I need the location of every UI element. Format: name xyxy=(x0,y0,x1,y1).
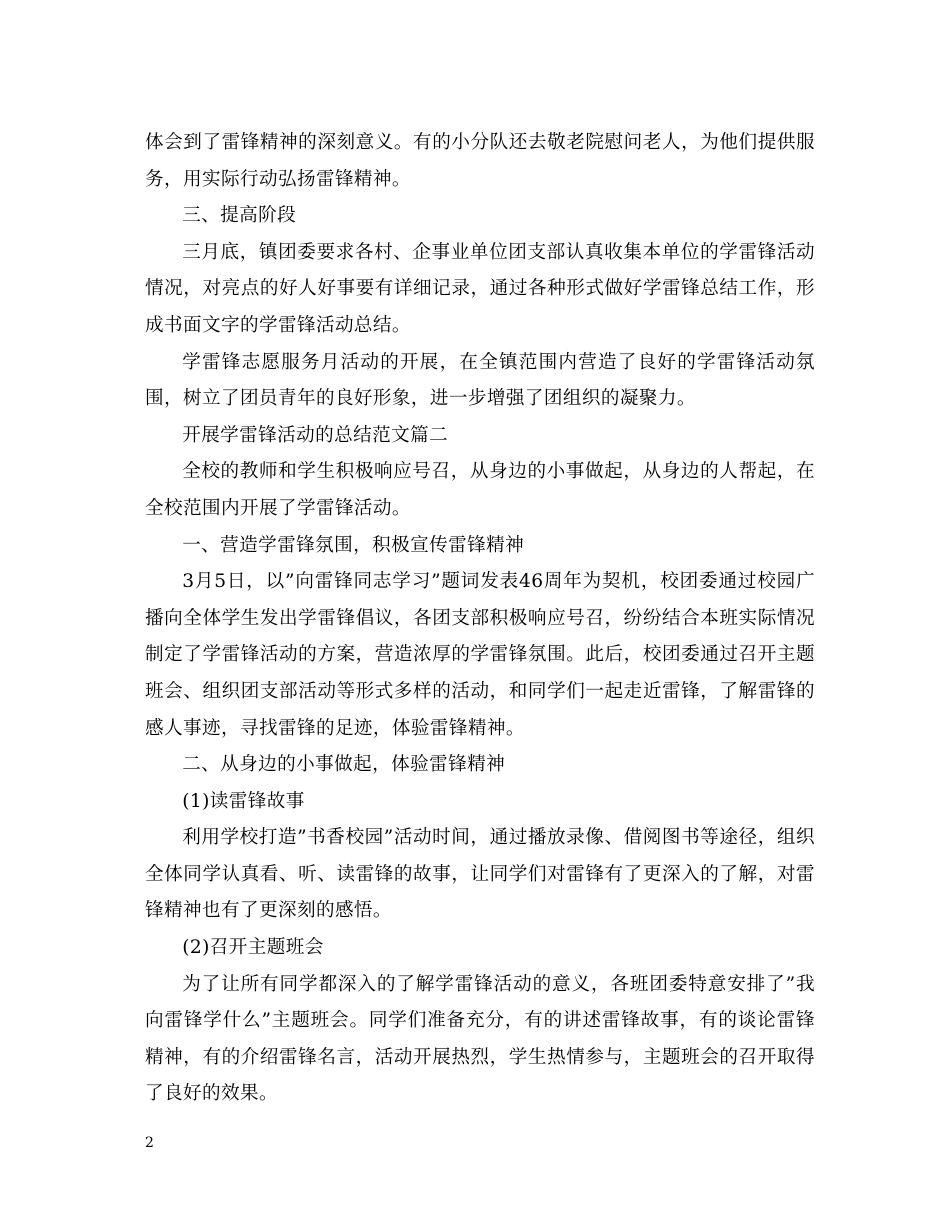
article-title: 开展学雷锋活动的总结范文篇二 xyxy=(182,424,449,446)
section-heading: 三、提高阶段 xyxy=(182,205,297,227)
paragraph: 全校的教师和学生积极响应号召，从身边的小事做起，从身边的人帮起，在全校范围内开展了学雷锋活动。 xyxy=(145,461,815,519)
section-heading: 一、营造学雷锋氛围，积极宣传雷锋精神 xyxy=(182,534,525,556)
paragraph: 体会到了雷锋精神的深刻意义。有的小分队还去敬老院慰问老人，为他们提供服务，用实际行动弘扬雷锋精神。 xyxy=(145,132,815,190)
subsection-heading: (1)读雷锋故事 xyxy=(182,790,305,812)
section-heading: 二、从身边的小事做起，体验雷锋精神 xyxy=(182,754,506,776)
paragraph: 三月底，镇团委要求各村、企事业单位团支部认真收集本单位的学雷锋活动情况，对亮点的好人好事要有详细记录，通过各种形式做好学雷锋总结工作，形成书面文字的学雷锋活动总结。 xyxy=(145,241,815,336)
paragraph: 为了让所有同学都深入的了解学雷锋活动的意义，各班团委特意安排了”我向雷锋学什么”主题班会。同学们准备充分，有的讲述雷锋故事，有的谈论雷锋精神，有的介绍雷锋名言，活动开展热烈，学生热情参与，主题班会的召开取得了良好的效果。 xyxy=(145,973,815,1105)
subsection-heading: (2)召开主题班会 xyxy=(182,937,324,959)
document-body xyxy=(145,125,815,1113)
page-number: 2 xyxy=(145,1135,154,1151)
paragraph: 3月5日，以”向雷锋同志学习”题词发表46周年为契机，校团委通过校园广播向全体学生发出学雷锋倡议，各团支部积极响应号召，纷纷结合本班实际情况制定了学雷锋活动的方案，营造浓厚的学雷锋氛围。此后，校团委通过召开主题班会、组织团支部活动等形式多样的活动，和同学们一起走近雷锋，了解雷锋的感人事迹，寻找雷锋的足迹，体验雷锋精神。 xyxy=(145,571,815,739)
paragraph: 学雷锋志愿服务月活动的开展，在全镇范围内营造了良好的学雷锋活动氛围，树立了团员青年的良好形象，进一步增强了团组织的凝聚力。 xyxy=(145,351,815,410)
paragraph: 利用学校打造”书香校园”活动时间，通过播放录像、借阅图书等途径，组织全体同学认真看、听、读雷锋的故事，让同学们对雷锋有了更深入的了解，对雷锋精神也有了更深刻的感悟。 xyxy=(145,827,815,922)
